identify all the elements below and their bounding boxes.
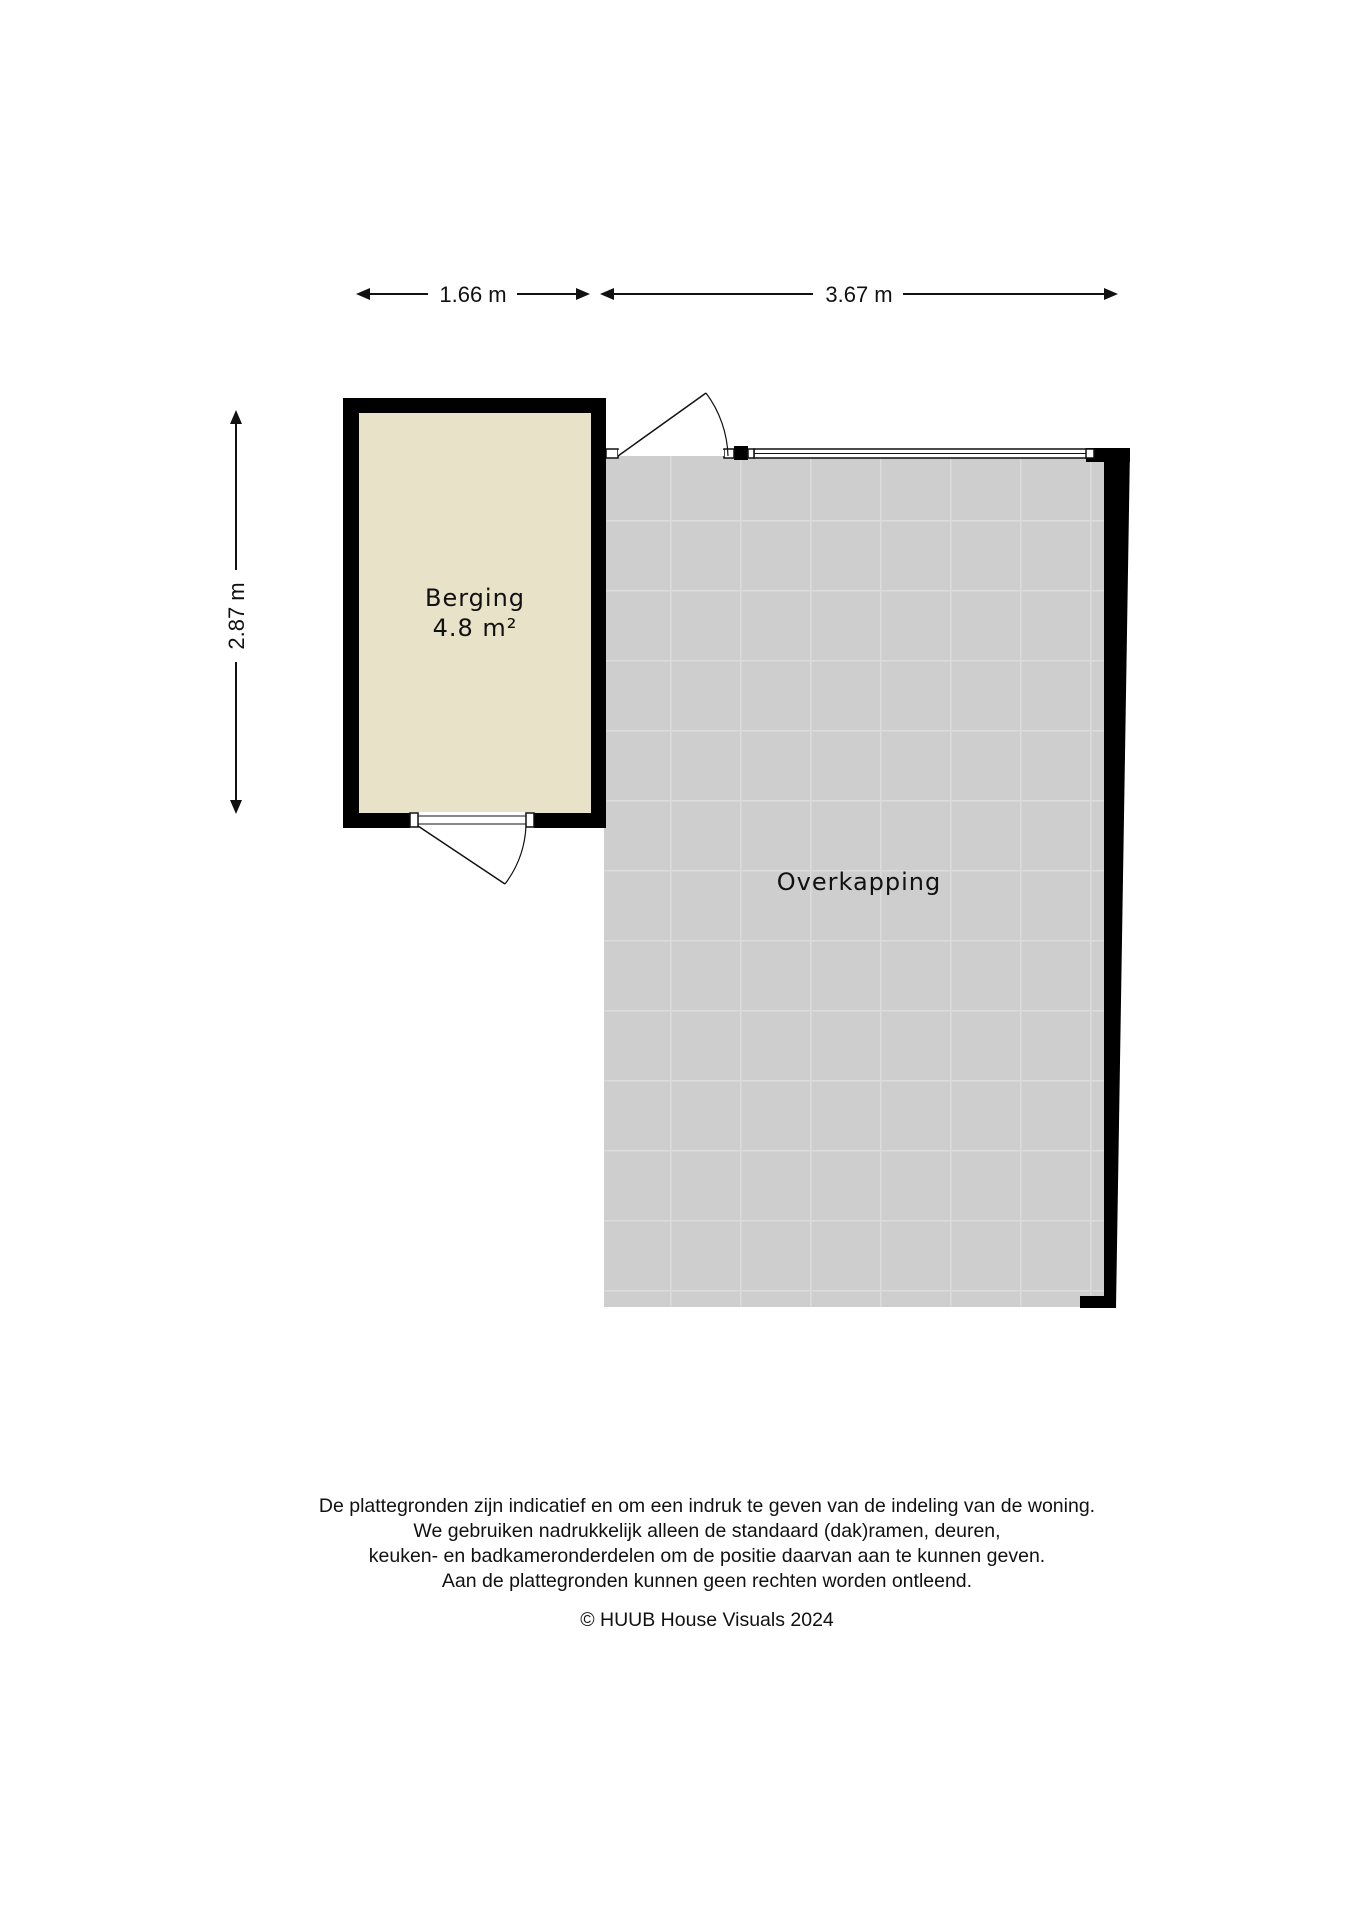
dimension-top-left <box>356 282 590 307</box>
arrow-left-icon <box>356 288 370 300</box>
room-label-berging: Berging <box>424 584 526 612</box>
copyright: © HUUB House Visuals 2024 <box>580 1609 834 1631</box>
dimension-label-height-berging: 2.87 m <box>224 582 249 650</box>
dimension-label-width-berging: 1.66 m <box>439 282 507 307</box>
dimension-left-vertical <box>224 410 249 814</box>
door-top <box>606 393 728 458</box>
arrow-right-icon <box>576 288 590 300</box>
dimension-label-width-overkapping: 3.67 m <box>825 282 893 307</box>
door-bottom-berging <box>410 812 534 884</box>
disclaimer-line-1: De plattegronden zijn indicatief en om een indruk te geven van de indeling van de woning. <box>318 1495 1096 1517</box>
room-label-overkapping: Overkapping <box>776 868 942 896</box>
arrow-left-icon <box>600 288 614 300</box>
arrow-down-icon <box>230 800 242 814</box>
disclaimer-line-4: Aan de plattegronden kunnen geen rechten worden ontleend. <box>441 1570 973 1592</box>
arrow-right-icon <box>1104 288 1118 300</box>
disclaimer-line-2: We gebruiken nadrukkelijk alleen de standaard (dak)ramen, deuren, <box>413 1520 1001 1542</box>
disclaimer <box>0 1494 1358 1594</box>
berging-room <box>343 398 606 828</box>
room-area-berging: 4.8 m² <box>432 614 518 642</box>
disclaimer-line-3: keuken- en badkameronderdelen om de positie daarvan aan te kunnen geven. <box>368 1545 1046 1567</box>
arrow-up-icon <box>230 410 242 424</box>
dimension-top-right <box>600 282 1118 307</box>
overkapping-top-opening <box>724 446 1094 460</box>
berging-floor <box>359 413 591 813</box>
